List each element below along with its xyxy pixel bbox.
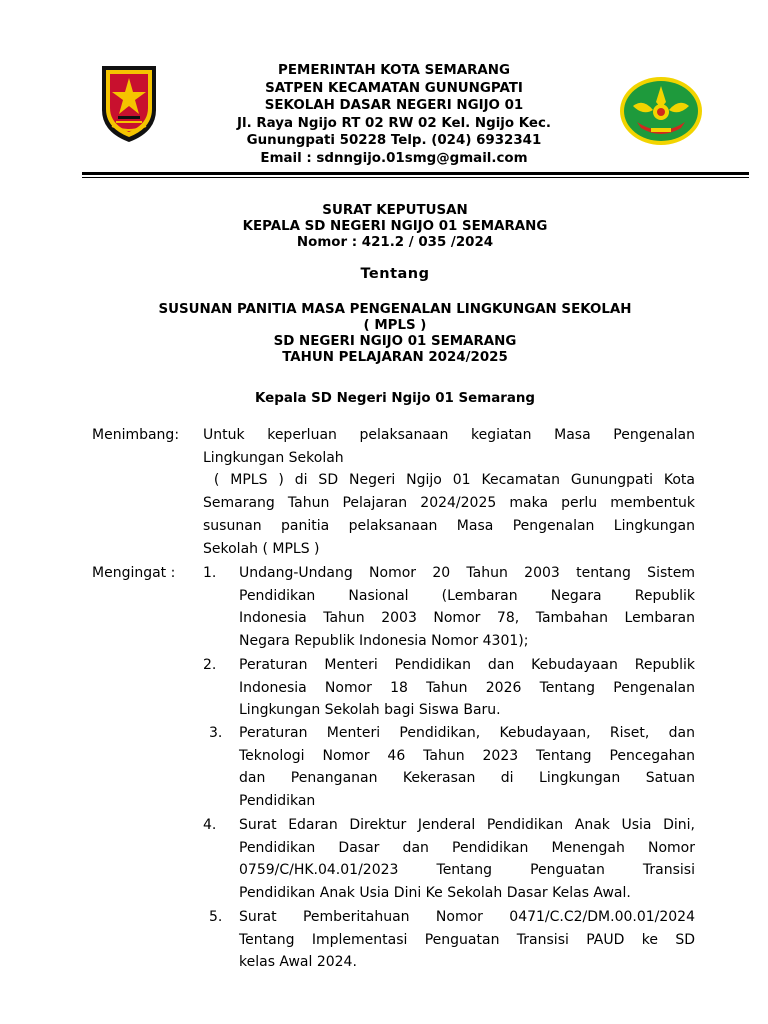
item-line: Undang-Undang Nomor 20 Tahun 2003 tentang Sistem: [239, 565, 695, 581]
mengingat-item: [239, 814, 695, 905]
letterhead-text: [170, 62, 618, 168]
address-line-2: Gunungpati 50228 Telp. (024) 6932341: [246, 133, 542, 149]
decree-title: SURAT KEPUTUSAN: [322, 203, 468, 218]
subject-line: TAHUN PELAJARAN 2024/2025: [282, 350, 508, 365]
menimbang-line: Semarang Tahun Pelajaran 2024/2025 maka perlu membentuk: [203, 495, 695, 512]
mengingat-item: [239, 906, 695, 974]
item-line: Negara Republik Indonesia Nomor 4301);: [239, 633, 529, 650]
menimbang-line: ( MPLS ) di SD Negeri Ngijo 01 Kecamatan Gunungpati Kota: [203, 472, 695, 489]
item-line: Pendidikan Dasar dan Pendidikan Menengah Nomor: [239, 839, 695, 856]
govt-name: PEMERINTAH KOTA SEMARANG: [278, 63, 510, 78]
menimbang-line: Untuk keperluan pelaksanaan kegiatan Masa Pengenalan: [203, 427, 695, 443]
menimbang-line: Sekolah ( MPLS ): [203, 540, 320, 557]
mengingat-item: [239, 654, 695, 722]
item-line: Lingkungan Sekolah bagi Siswa Baru.: [239, 702, 501, 719]
decree-number: Nomor : 421.2 / 035 /2024: [296, 235, 494, 250]
item-line: Indonesia Nomor 18 Tahun 2026 Tentang Pengenalan: [239, 679, 695, 696]
item-number: 3.: [209, 725, 223, 741]
item-line: Indonesia Tahun 2003 Nomor 78, Tambahan Lembaran: [239, 610, 695, 627]
letterhead: [0, 0, 768, 186]
item-line: 0759/C/HK.04.01/2023 Tentang Penguatan Transisi: [239, 862, 695, 879]
decree-subject: [90, 302, 700, 366]
menimbang-line: Lingkungan Sekolah: [203, 449, 344, 466]
letterhead-rule-thin: [82, 177, 749, 178]
item-number: 5.: [209, 909, 223, 925]
decree-heading: [90, 203, 700, 251]
decree-about: [90, 266, 700, 282]
item-line: Pendidikan Anak Usia Dini Ke Sekolah Dasar Kelas Awal.: [239, 885, 631, 902]
item-line: Pendidikan Nasional (Lembaran Negara Republik: [239, 587, 695, 604]
menimbang-label: Menimbang:: [92, 427, 180, 443]
item-number: 1.: [203, 565, 217, 581]
satpen-name: SATPEN KECAMATAN GUNUNGPATI: [265, 80, 523, 96]
mengingat-item: [239, 722, 695, 813]
mengingat-item: [239, 562, 695, 653]
item-number: 2.: [203, 657, 217, 673]
subject-line: SUSUNAN PANITIA MASA PENGENALAN LINGKUNGAN SEKOLAH: [158, 302, 632, 317]
subject-line: SD NEGERI NGIJO 01 SEMARANG: [273, 334, 517, 349]
subject-line: ( MPLS ): [363, 318, 427, 333]
item-line: Teknologi Nomor 46 Tahun 2023 Tentang Pencegahan: [239, 747, 695, 764]
menimbang-text: [203, 424, 695, 560]
item-line: Surat Edaran Direktur Jenderal Pendidikan Anak Usia Dini,: [239, 817, 695, 833]
item-line: kelas Awal 2024.: [239, 954, 357, 971]
item-line: Peraturan Menteri Pendidikan dan Kebudayaan Republik: [239, 657, 695, 673]
signatory-heading: [90, 391, 700, 407]
semarang-city-crest-icon: [100, 64, 158, 144]
item-line: dan Penanganan Kekerasan di Lingkungan Satuan: [239, 770, 695, 787]
item-line: Peraturan Menteri Pendidikan, Kebudayaan, Riset, dan: [239, 725, 695, 741]
mengingat-label: Mengingat :: [92, 565, 176, 581]
address-line-1: Jl. Raya Ngijo RT 02 RW 02 Kel. Ngijo Kec.: [237, 115, 551, 131]
menimbang-line: susunan panitia pelaksanaan Masa Pengenalan Lingkungan: [203, 517, 695, 534]
item-number: 4.: [203, 817, 217, 833]
item-line: Surat Pemberitahuan Nomor 0471/C.C2/DM.00.01/2024: [239, 909, 695, 925]
school-emblem-icon: [619, 76, 703, 146]
about-label: Tentang: [360, 266, 430, 282]
decree-issuer: KEPALA SD NEGERI NGIJO 01 SEMARANG: [242, 219, 548, 234]
letterhead-rule: [82, 172, 749, 175]
item-line: Pendidikan: [239, 793, 316, 810]
school-name: SEKOLAH DASAR NEGERI NGIJO 01: [264, 98, 524, 114]
signatory-title: Kepala SD Negeri Ngijo 01 Semarang: [255, 391, 535, 406]
item-line: Tentang Implementasi Penguatan Transisi PAUD ke SD: [239, 931, 695, 948]
email-line: Email : sdnngijo.01smg@gmail.com: [260, 150, 528, 166]
